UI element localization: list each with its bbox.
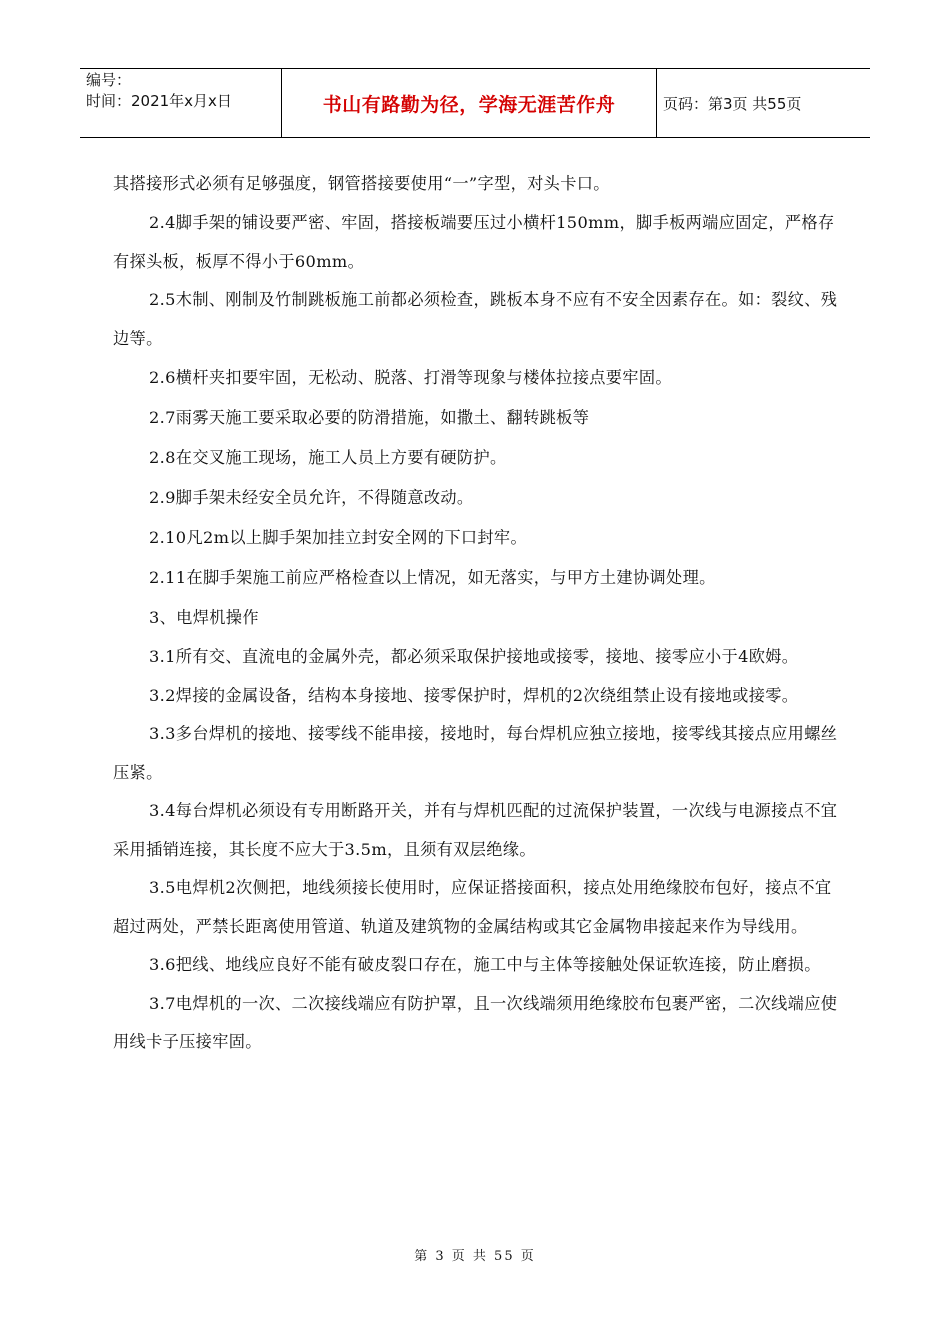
page-footer: 第 3 页 共 55 页 <box>414 1249 536 1264</box>
paragraph: 3.7电焊机的一次、二次接线端应有防护罩，且一次线端须用绝缘胶布包裹严密，二次线端应使用线卡子压接牢固。 <box>113 993 838 1051</box>
header-meta <box>80 69 282 137</box>
document-date-label: 时间：2021年x月x日 <box>86 92 232 110</box>
page-header <box>80 68 870 138</box>
paragraph: 3.3多台焊机的接地、接零线不能串接，接地时，每台焊机应独立接地，接零线其接点应用螺丝压紧。 <box>113 724 838 782</box>
paragraph: 3.2焊接的金属设备，结构本身接地、接零保护时，焊机的2次绕组禁止设有接地或接零。 <box>149 685 799 705</box>
paragraph: 3.5电焊机2次侧把，地线须接长使用时，应保证搭接面积，接点处用绝缘胶布包好，接点不宜超过两处，严禁长距离使用管道、轨道及建筑物的金属结构或其它金属物串接起来作为导线用。 <box>113 878 832 936</box>
paragraph: 3.4每台焊机必须设有专用断路开关，并有与焊机匹配的过流保护装置，一次线与电源接点不宜采用插销连接，其长度不应大于3.5m，且须有双层绝缘。 <box>113 801 838 859</box>
paragraph: 3.6把线、地线应良好不能有破皮裂口存在，施工中与主体等接触处保证软连接，防止磨损。 <box>149 955 821 974</box>
paragraph: 2.10凡2m以上脚手架加挂立封安全网的下口封牢。 <box>149 528 528 547</box>
paragraph: 2.5木制、刚制及竹制跳板施工前都必须检查，跳板本身不应有不安全因素存在。如：裂纹、残边等。 <box>113 290 838 348</box>
paragraph: 2.8在交叉施工现场，施工人员上方要有硬防护。 <box>149 448 507 467</box>
document-number-label: 编号： <box>86 71 132 89</box>
paragraph: 2.6横杆夹扣要牢固，无松动、脱落、打滑等现象与楼体拉接点要牢固。 <box>149 368 672 387</box>
paragraph: 3.1所有交、直流电的金属外壳，都必须采取保护接地或接零，接地、接零应小于4欧姆。 <box>149 647 799 666</box>
paragraph: 2.11在脚手架施工前应严格检查以上情况，如无落实，与甲方土建协调处理。 <box>149 568 716 587</box>
paragraph: 其搭接形式必须有足够强度，钢管搭接要使用“一”字型，对头卡口。 <box>113 174 610 193</box>
paragraph: 2.4脚手架的铺设要严密、牢固，搭接板端要压过小横杆150mm，脚手板两端应固定，严格存有探头板，板厚不得小于60mm。 <box>113 213 835 271</box>
paragraph: 2.7雨雾天施工要采取必要的防滑措施，如撒土、翻转跳板等 <box>149 408 590 427</box>
section-heading: 3、电焊机操作 <box>149 608 259 627</box>
document-body <box>113 164 838 1062</box>
header-motto: 书山有路勤为径，学海无涯苦作舟 <box>282 69 657 137</box>
paragraph: 2.9脚手架未经安全员允许，不得随意改动。 <box>149 488 474 507</box>
header-page-info: 页码：第3页 共55页 <box>663 94 802 113</box>
